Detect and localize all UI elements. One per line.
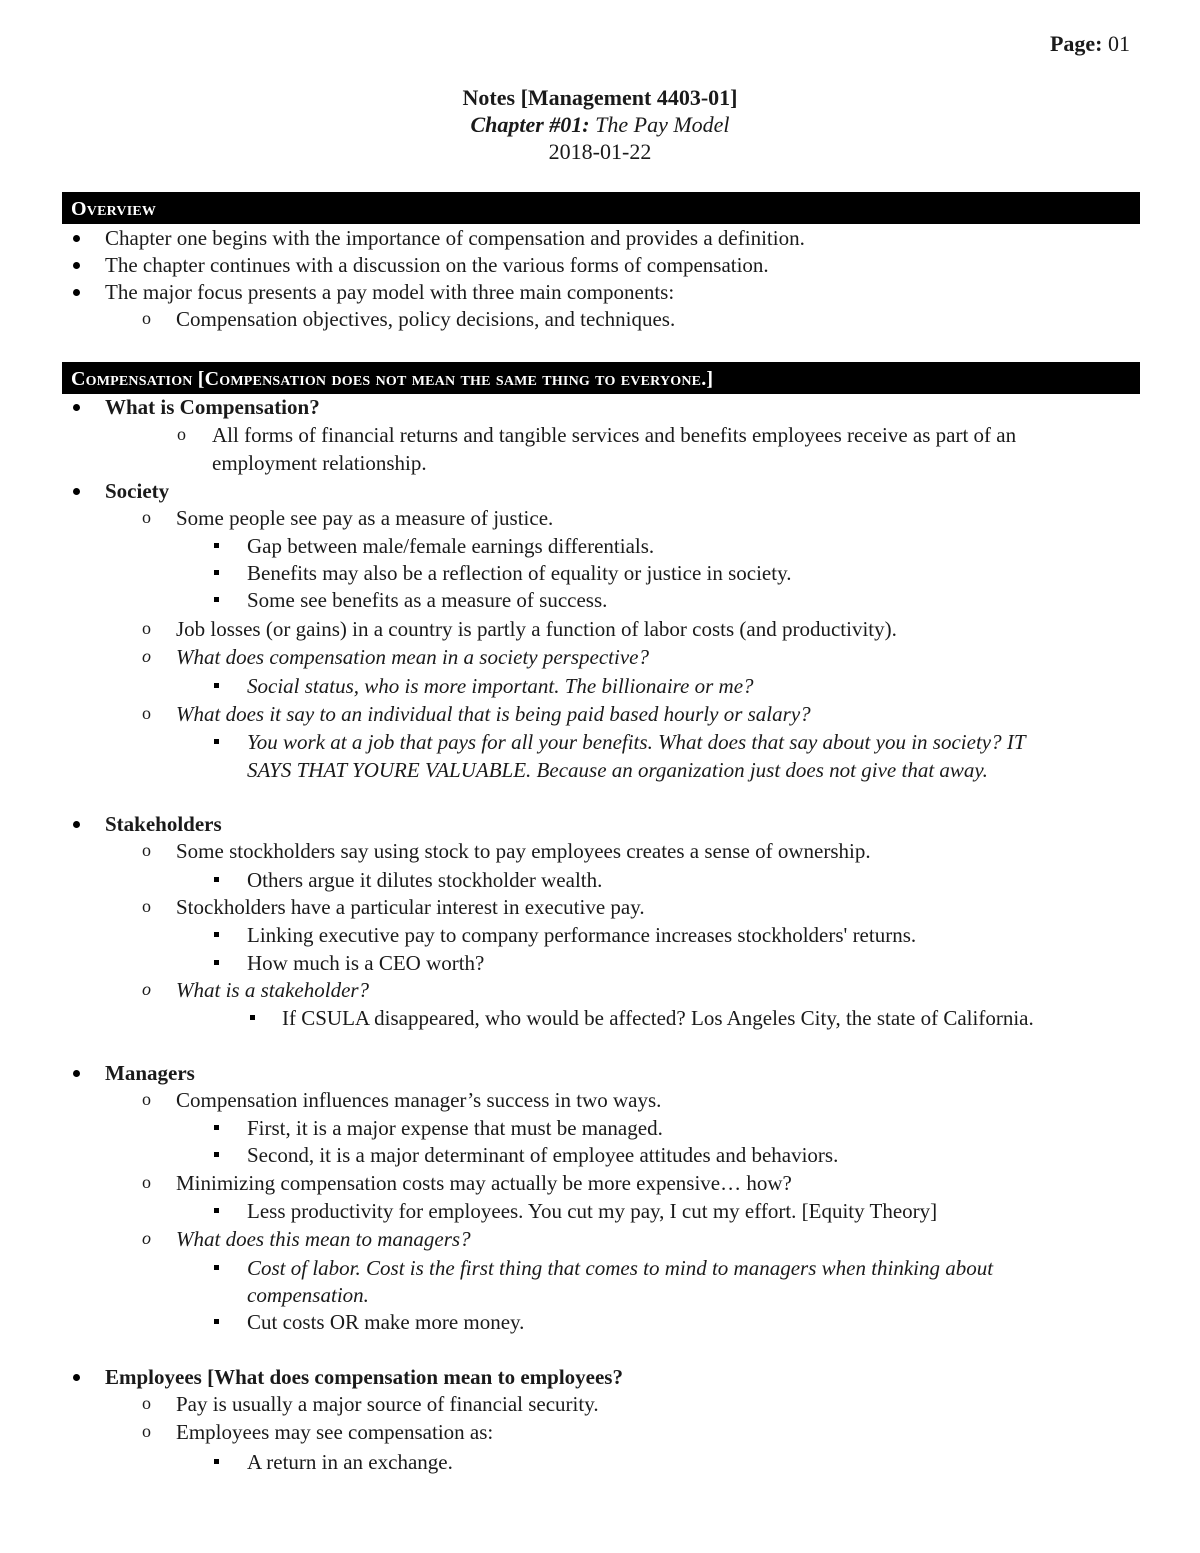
list-item: A return in an exchange.	[247, 1450, 453, 1474]
overview-item: The chapter continues with a discussion on the various forms of compensation.	[105, 253, 769, 277]
list-item: Some people see pay as a measure of justice.	[176, 506, 554, 530]
list-item: Gap between male/female earnings differentials.	[247, 534, 655, 558]
bullet-square	[214, 683, 219, 688]
list-item: Compensation influences manager’s success in two ways.	[176, 1088, 662, 1112]
bullet-dot	[73, 821, 80, 828]
list-item: You work at a job that pays for all your benefits. What does that say about you in society? IT	[247, 730, 1026, 754]
document-header	[0, 84, 1200, 165]
overview-item: The major focus presents a pay model with three main components:	[105, 280, 675, 304]
bullet-dot	[73, 488, 80, 495]
bullet-circle: o	[142, 507, 151, 527]
bullet-dot	[73, 235, 80, 242]
section-heading-compensation: Compensation [Compensation does not mean the same thing to everyone.]	[62, 362, 1140, 394]
bullet-circle: o	[142, 1228, 151, 1248]
overview-item: Chapter one begins with the importance of compensation and provides a definition.	[105, 226, 805, 250]
bullet-circle: o	[142, 979, 151, 999]
list-item: If CSULA disappeared, who would be affected? Los Angeles City, the state of California.	[282, 1006, 1034, 1030]
list-item: Cut costs OR make more money.	[247, 1310, 525, 1334]
bullet-square	[214, 1459, 219, 1464]
bullet-circle: o	[142, 308, 151, 328]
list-item-continued: employment relationship.	[212, 451, 427, 475]
bullet-square	[214, 597, 219, 602]
bullet-square	[214, 932, 219, 937]
bullet-square	[214, 570, 219, 575]
list-item: How much is a CEO worth?	[247, 951, 485, 975]
list-item: Benefits may also be a reflection of equality or justice in society.	[247, 561, 792, 585]
list-item: Some see benefits as a measure of success.	[247, 588, 608, 612]
list-item: What is a stakeholder?	[176, 978, 370, 1002]
bullet-circle: o	[142, 1089, 151, 1109]
list-item: What does this mean to managers?	[176, 1227, 471, 1251]
page-label: Page:	[1049, 31, 1103, 56]
bullet-dot	[73, 1070, 80, 1077]
bullet-square	[214, 1125, 219, 1130]
list-item: First, it is a major expense that must be managed.	[247, 1116, 663, 1140]
list-item: What does compensation mean in a society perspective?	[176, 645, 649, 669]
chapter-title: The Pay Model	[595, 112, 730, 137]
bullet-square	[214, 1319, 219, 1324]
bullet-dot	[73, 404, 80, 411]
topic-heading: Employees [What does compensation mean to employees?	[105, 1365, 623, 1389]
document-date: 2018-01-22	[548, 139, 652, 164]
bullet-circle: o	[142, 840, 151, 860]
topic-heading: Society	[105, 479, 170, 503]
list-item: Cost of labor. Cost is the first thing that comes to mind to managers when thinking about	[247, 1256, 994, 1280]
list-item-continued: SAYS THAT YOURE VALUABLE. Because an organization just does not give that away.	[247, 758, 988, 782]
bullet-circle: o	[142, 618, 151, 638]
bullet-circle: o	[142, 896, 151, 916]
bullet-square	[214, 877, 219, 882]
chapter-line	[0, 111, 1200, 138]
bullet-square	[214, 1265, 219, 1270]
list-item: Linking executive pay to company performance increases stockholders' returns.	[247, 923, 917, 947]
topic-heading: Managers	[105, 1061, 195, 1085]
bullet-square	[214, 543, 219, 548]
list-item: Pay is usually a major source of financial security.	[176, 1392, 599, 1416]
bullet-dot	[73, 289, 80, 296]
bullet-circle: o	[142, 1421, 151, 1441]
bullet-square	[214, 1152, 219, 1157]
list-item: Others argue it dilutes stockholder wealth.	[247, 868, 603, 892]
page-value: 01	[1108, 31, 1130, 56]
bullet-square	[214, 1208, 219, 1213]
bullet-circle: o	[142, 1172, 151, 1192]
bullet-dot	[73, 262, 80, 269]
list-item: Social status, who is more important. The billionaire or me?	[247, 674, 754, 698]
list-item: What does it say to an individual that is being paid based hourly or salary?	[176, 702, 811, 726]
bullet-square	[214, 960, 219, 965]
list-item: Some stockholders say using stock to pay employees creates a sense of ownership.	[176, 839, 871, 863]
list-item: Employees may see compensation as:	[176, 1420, 494, 1444]
topic-heading: What is Compensation?	[105, 395, 320, 419]
list-item: Job losses (or gains) in a country is partly a function of labor costs (and productivity).	[176, 617, 897, 641]
list-item: Second, it is a major determinant of employee attitudes and behaviors.	[247, 1143, 839, 1167]
bullet-circle: o	[177, 424, 186, 444]
bullet-dot	[73, 1374, 80, 1381]
bullet-square	[250, 1015, 255, 1020]
list-item: Stockholders have a particular interest in executive pay.	[176, 895, 645, 919]
list-item-continued: compensation.	[247, 1283, 369, 1307]
list-item: Less productivity for employees. You cut my pay, I cut my effort. [Equity Theory]	[247, 1199, 938, 1223]
document-title: Notes [Management 4403-01]	[462, 85, 738, 110]
section-heading-overview: Overview	[62, 192, 1140, 224]
bullet-circle: o	[142, 1393, 151, 1413]
bullet-square	[214, 739, 219, 744]
page-number	[1050, 31, 1130, 57]
bullet-circle: o	[142, 703, 151, 723]
list-item: All forms of financial returns and tangible services and benefits employees receive as part of an	[212, 423, 1017, 447]
list-item: Minimizing compensation costs may actually be more expensive… how?	[176, 1171, 792, 1195]
chapter-label: Chapter #01:	[470, 112, 590, 137]
bullet-circle: o	[142, 646, 151, 666]
topic-heading: Stakeholders	[105, 812, 222, 836]
overview-subitem: Compensation objectives, policy decisions, and techniques.	[176, 307, 676, 331]
